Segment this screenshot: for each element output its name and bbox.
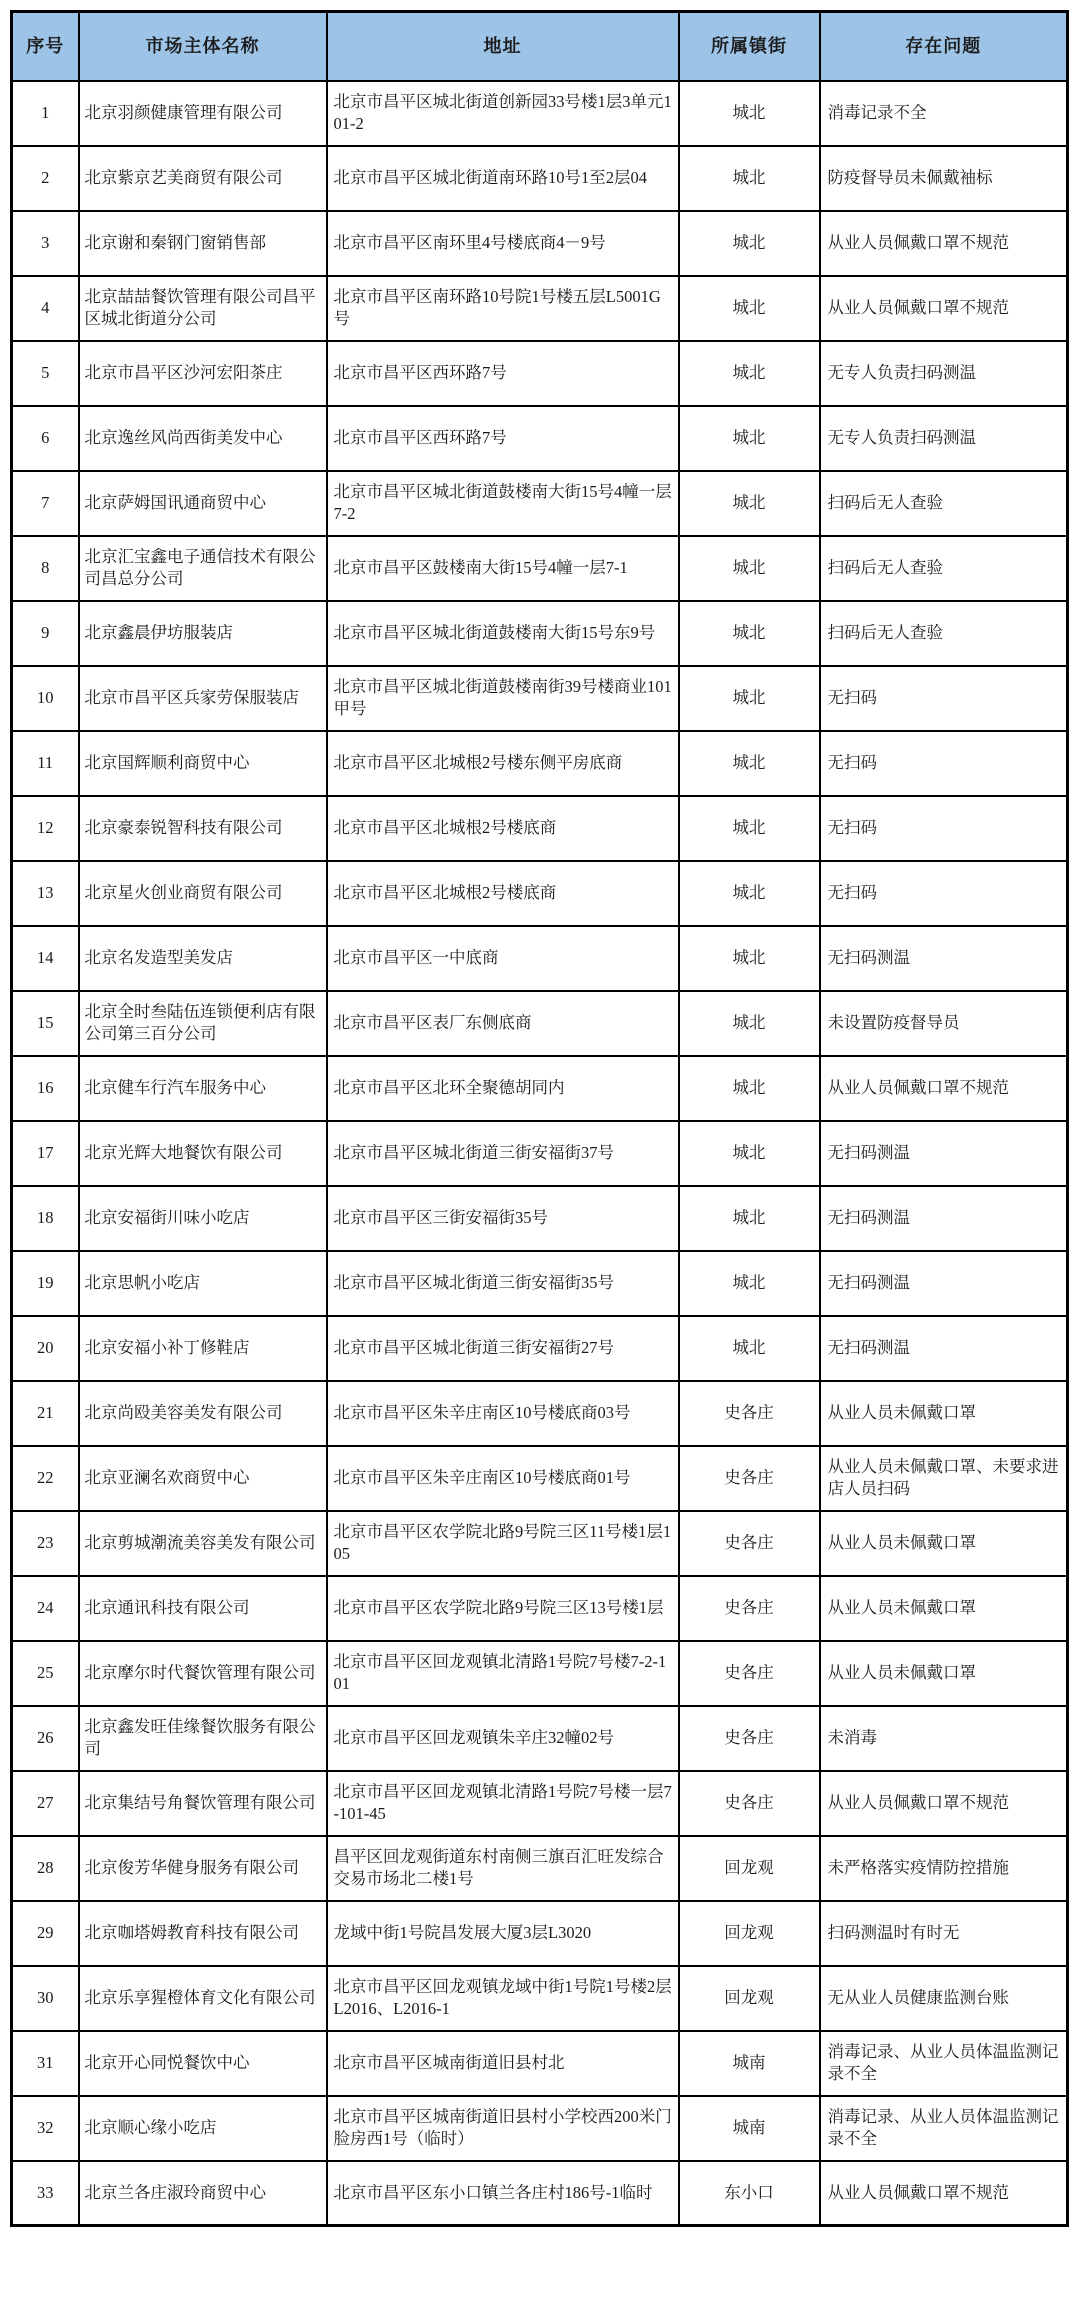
row-index-cell: 3 [12, 211, 79, 276]
issue-cell: 从业人员未佩戴口罩 [820, 1381, 1068, 1446]
address-cell: 北京市昌平区城南街道旧县村北 [327, 2031, 679, 2096]
table-row [12, 2096, 1068, 2161]
issue-cell: 未严格落实疫情防控措施 [820, 1836, 1068, 1901]
row-index-cell: 15 [12, 991, 79, 1056]
entity-name-cell: 北京兰各庄淑玲商贸中心 [79, 2161, 327, 2226]
town-cell: 城北 [679, 276, 820, 341]
issue-cell: 从业人员佩戴口罩不规范 [820, 1056, 1068, 1121]
header-row [12, 12, 1068, 81]
column-header-issue: 存在问题 [820, 12, 1068, 81]
issue-cell: 扫码后无人查验 [820, 471, 1068, 536]
entity-name-cell: 北京乐享猩橙体育文化有限公司 [79, 1966, 327, 2031]
issue-cell: 扫码测温时有时无 [820, 1901, 1068, 1966]
table-row [12, 341, 1068, 406]
row-index-cell: 10 [12, 666, 79, 731]
issue-cell: 无扫码 [820, 861, 1068, 926]
issue-cell: 消毒记录、从业人员体温监测记录不全 [820, 2096, 1068, 2161]
entity-name-cell: 北京喆喆餐饮管理有限公司昌平区城北街道分公司 [79, 276, 327, 341]
town-cell: 城北 [679, 731, 820, 796]
issue-cell: 消毒记录、从业人员体温监测记录不全 [820, 2031, 1068, 2096]
address-cell: 北京市昌平区南环路10号院1号楼五层L5001G号 [327, 276, 679, 341]
row-index-cell: 32 [12, 2096, 79, 2161]
row-index-cell: 23 [12, 1511, 79, 1576]
town-cell: 东小口 [679, 2161, 820, 2226]
entity-name-cell: 北京摩尔时代餐饮管理有限公司 [79, 1641, 327, 1706]
row-index-cell: 25 [12, 1641, 79, 1706]
table-row [12, 146, 1068, 211]
row-index-cell: 11 [12, 731, 79, 796]
issue-cell: 无扫码测温 [820, 1121, 1068, 1186]
issue-cell: 从业人员佩戴口罩不规范 [820, 1771, 1068, 1836]
town-cell: 城北 [679, 1316, 820, 1381]
issue-cell: 无扫码 [820, 731, 1068, 796]
entity-name-cell: 北京思帆小吃店 [79, 1251, 327, 1316]
row-index-cell: 17 [12, 1121, 79, 1186]
address-cell: 北京市昌平区西环路7号 [327, 406, 679, 471]
table-row [12, 666, 1068, 731]
entity-name-cell: 北京亚澜名欢商贸中心 [79, 1446, 327, 1511]
entity-name-cell: 北京紫京艺美商贸有限公司 [79, 146, 327, 211]
entity-name-cell: 北京全时叁陆伍连锁便利店有限公司第三百分公司 [79, 991, 327, 1056]
entity-name-cell: 北京光辉大地餐饮有限公司 [79, 1121, 327, 1186]
address-cell: 昌平区回龙观街道东村南侧三旗百汇旺发综合交易市场北二楼1号 [327, 1836, 679, 1901]
entity-name-cell: 北京星火创业商贸有限公司 [79, 861, 327, 926]
town-cell: 回龙观 [679, 1836, 820, 1901]
town-cell: 城北 [679, 81, 820, 146]
issue-cell: 从业人员佩戴口罩不规范 [820, 276, 1068, 341]
town-cell: 史各庄 [679, 1576, 820, 1641]
town-cell: 史各庄 [679, 1381, 820, 1446]
row-index-cell: 26 [12, 1706, 79, 1771]
row-index-cell: 4 [12, 276, 79, 341]
row-index-cell: 6 [12, 406, 79, 471]
table-row [12, 926, 1068, 991]
entity-name-cell: 北京剪城潮流美容美发有限公司 [79, 1511, 327, 1576]
issue-cell: 消毒记录不全 [820, 81, 1068, 146]
row-index-cell: 19 [12, 1251, 79, 1316]
town-cell: 城北 [679, 861, 820, 926]
town-cell: 史各庄 [679, 1446, 820, 1511]
row-index-cell: 29 [12, 1901, 79, 1966]
address-cell: 北京市昌平区东小口镇兰各庄村186号-1临时 [327, 2161, 679, 2226]
town-cell: 史各庄 [679, 1641, 820, 1706]
issue-cell: 无扫码 [820, 666, 1068, 731]
table-row [12, 1641, 1068, 1706]
row-index-cell: 14 [12, 926, 79, 991]
town-cell: 城北 [679, 1121, 820, 1186]
issue-cell: 从业人员佩戴口罩不规范 [820, 211, 1068, 276]
entity-name-cell: 北京集结号角餐饮管理有限公司 [79, 1771, 327, 1836]
entity-name-cell: 北京顺心缘小吃店 [79, 2096, 327, 2161]
entity-name-cell: 北京市昌平区兵家劳保服装店 [79, 666, 327, 731]
entity-name-cell: 北京通讯科技有限公司 [79, 1576, 327, 1641]
entity-name-cell: 北京安福街川味小吃店 [79, 1186, 327, 1251]
entity-name-cell: 北京国辉顺利商贸中心 [79, 731, 327, 796]
town-cell: 城南 [679, 2096, 820, 2161]
issue-cell: 未消毒 [820, 1706, 1068, 1771]
address-cell: 北京市昌平区城北街道鼓楼南大街15号4幢一层7-2 [327, 471, 679, 536]
issue-cell: 扫码后无人查验 [820, 601, 1068, 666]
row-index-cell: 18 [12, 1186, 79, 1251]
row-index-cell: 13 [12, 861, 79, 926]
table-row [12, 2161, 1068, 2226]
row-index-cell: 28 [12, 1836, 79, 1901]
row-index-cell: 12 [12, 796, 79, 861]
entity-name-cell: 北京谢和秦钢门窗销售部 [79, 211, 327, 276]
entity-name-cell: 北京名发造型美发店 [79, 926, 327, 991]
issue-cell: 无从业人员健康监测台账 [820, 1966, 1068, 2031]
town-cell: 城北 [679, 666, 820, 731]
town-cell: 城北 [679, 146, 820, 211]
row-index-cell: 7 [12, 471, 79, 536]
town-cell: 城南 [679, 2031, 820, 2096]
address-cell: 北京市昌平区城北街道创新园33号楼1层3单元101-2 [327, 81, 679, 146]
entity-name-cell: 北京开心同悦餐饮中心 [79, 2031, 327, 2096]
entity-name-cell: 北京尚殴美容美发有限公司 [79, 1381, 327, 1446]
table-row [12, 1186, 1068, 1251]
address-cell: 北京市昌平区鼓楼南大街15号4幢一层7-1 [327, 536, 679, 601]
town-cell: 城北 [679, 406, 820, 471]
table-row [12, 1316, 1068, 1381]
table-row [12, 471, 1068, 536]
table-row [12, 1966, 1068, 2031]
issue-cell: 无专人负责扫码测温 [820, 341, 1068, 406]
entity-name-cell: 北京俊芳华健身服务有限公司 [79, 1836, 327, 1901]
town-cell: 史各庄 [679, 1511, 820, 1576]
row-index-cell: 5 [12, 341, 79, 406]
row-index-cell: 8 [12, 536, 79, 601]
issue-cell: 防疫督导员未佩戴袖标 [820, 146, 1068, 211]
table-row [12, 406, 1068, 471]
town-cell: 城北 [679, 991, 820, 1056]
table-row [12, 211, 1068, 276]
row-index-cell: 31 [12, 2031, 79, 2096]
column-header-index: 序号 [12, 12, 79, 81]
address-cell: 北京市昌平区朱辛庄南区10号楼底商03号 [327, 1381, 679, 1446]
entity-name-cell: 北京汇宝鑫电子通信技术有限公司昌总分公司 [79, 536, 327, 601]
table-header [12, 12, 1068, 81]
address-cell: 北京市昌平区农学院北路9号院三区11号楼1层105 [327, 1511, 679, 1576]
row-index-cell: 20 [12, 1316, 79, 1381]
table-row [12, 1836, 1068, 1901]
table-row [12, 81, 1068, 146]
issue-cell: 无扫码测温 [820, 926, 1068, 991]
address-cell: 北京市昌平区北城根2号楼东侧平房底商 [327, 731, 679, 796]
row-index-cell: 30 [12, 1966, 79, 2031]
row-index-cell: 16 [12, 1056, 79, 1121]
table-row [12, 2031, 1068, 2096]
column-header-town: 所属镇街 [679, 12, 820, 81]
town-cell: 城北 [679, 536, 820, 601]
entity-name-cell: 北京鑫发旺佳缘餐饮服务有限公司 [79, 1706, 327, 1771]
town-cell: 城北 [679, 1056, 820, 1121]
issue-cell: 从业人员未佩戴口罩 [820, 1511, 1068, 1576]
address-cell: 北京市昌平区一中底商 [327, 926, 679, 991]
table-row [12, 601, 1068, 666]
row-index-cell: 9 [12, 601, 79, 666]
row-index-cell: 27 [12, 1771, 79, 1836]
row-index-cell: 24 [12, 1576, 79, 1641]
row-index-cell: 22 [12, 1446, 79, 1511]
table-row [12, 536, 1068, 601]
issue-cell: 无扫码 [820, 796, 1068, 861]
address-cell: 北京市昌平区城北街道鼓楼南街39号楼商业101甲号 [327, 666, 679, 731]
table-body [12, 81, 1068, 2226]
issue-cell: 无专人负责扫码测温 [820, 406, 1068, 471]
row-index-cell: 33 [12, 2161, 79, 2226]
town-cell: 城北 [679, 471, 820, 536]
issue-cell: 未设置防疫督导员 [820, 991, 1068, 1056]
town-cell: 史各庄 [679, 1706, 820, 1771]
town-cell: 城北 [679, 1251, 820, 1316]
issue-cell: 从业人员未佩戴口罩 [820, 1641, 1068, 1706]
town-cell: 城北 [679, 1186, 820, 1251]
table-row [12, 1446, 1068, 1511]
table-row [12, 1056, 1068, 1121]
issue-cell: 无扫码测温 [820, 1316, 1068, 1381]
table-row [12, 1251, 1068, 1316]
town-cell: 史各庄 [679, 1771, 820, 1836]
address-cell: 北京市昌平区西环路7号 [327, 341, 679, 406]
inspection-table [10, 10, 1069, 2227]
address-cell: 北京市昌平区城北街道南环路10号1至2层04 [327, 146, 679, 211]
address-cell: 龙域中街1号院昌发展大厦3层L3020 [327, 1901, 679, 1966]
town-cell: 城北 [679, 796, 820, 861]
table-row [12, 276, 1068, 341]
table-row [12, 1901, 1068, 1966]
town-cell: 城北 [679, 341, 820, 406]
address-cell: 北京市昌平区城北街道三街安福街35号 [327, 1251, 679, 1316]
issue-cell: 无扫码测温 [820, 1251, 1068, 1316]
issue-cell: 扫码后无人查验 [820, 536, 1068, 601]
town-cell: 回龙观 [679, 1966, 820, 2031]
address-cell: 北京市昌平区回龙观镇北清路1号院7号楼一层7-101-45 [327, 1771, 679, 1836]
address-cell: 北京市昌平区农学院北路9号院三区13号楼1层 [327, 1576, 679, 1641]
entity-name-cell: 北京市昌平区沙河宏阳茶庄 [79, 341, 327, 406]
address-cell: 北京市昌平区朱辛庄南区10号楼底商01号 [327, 1446, 679, 1511]
entity-name-cell: 北京萨姆国讯通商贸中心 [79, 471, 327, 536]
table-row [12, 1381, 1068, 1446]
entity-name-cell: 北京鑫晨伊坊服装店 [79, 601, 327, 666]
table-row [12, 1121, 1068, 1186]
address-cell: 北京市昌平区北环全聚德胡同内 [327, 1056, 679, 1121]
address-cell: 北京市昌平区三街安福街35号 [327, 1186, 679, 1251]
address-cell: 北京市昌平区城北街道三街安福街27号 [327, 1316, 679, 1381]
entity-name-cell: 北京安福小补丁修鞋店 [79, 1316, 327, 1381]
entity-name-cell: 北京豪泰锐智科技有限公司 [79, 796, 327, 861]
table-row [12, 796, 1068, 861]
table-row [12, 861, 1068, 926]
town-cell: 城北 [679, 926, 820, 991]
row-index-cell: 1 [12, 81, 79, 146]
issue-cell: 从业人员佩戴口罩不规范 [820, 2161, 1068, 2226]
address-cell: 北京市昌平区南环里4号楼底商4－9号 [327, 211, 679, 276]
row-index-cell: 21 [12, 1381, 79, 1446]
issue-cell: 从业人员未佩戴口罩 [820, 1576, 1068, 1641]
entity-name-cell: 北京逸丝风尚西街美发中心 [79, 406, 327, 471]
table-row [12, 1706, 1068, 1771]
entity-name-cell: 北京健车行汽车服务中心 [79, 1056, 327, 1121]
row-index-cell: 2 [12, 146, 79, 211]
column-header-address: 地址 [327, 12, 679, 81]
address-cell: 北京市昌平区回龙观镇龙域中街1号院1号楼2层L2016、L2016-1 [327, 1966, 679, 2031]
issue-cell: 无扫码测温 [820, 1186, 1068, 1251]
table-row [12, 1511, 1068, 1576]
address-cell: 北京市昌平区回龙观镇朱辛庄32幢02号 [327, 1706, 679, 1771]
town-cell: 城北 [679, 601, 820, 666]
column-header-name: 市场主体名称 [79, 12, 327, 81]
town-cell: 回龙观 [679, 1901, 820, 1966]
address-cell: 北京市昌平区北城根2号楼底商 [327, 796, 679, 861]
address-cell: 北京市昌平区城北街道三街安福街37号 [327, 1121, 679, 1186]
address-cell: 北京市昌平区城南街道旧县村小学校西200米门脸房西1号（临时） [327, 2096, 679, 2161]
table-row [12, 991, 1068, 1056]
entity-name-cell: 北京羽颜健康管理有限公司 [79, 81, 327, 146]
address-cell: 北京市昌平区表厂东侧底商 [327, 991, 679, 1056]
address-cell: 北京市昌平区北城根2号楼底商 [327, 861, 679, 926]
entity-name-cell: 北京咖塔姆教育科技有限公司 [79, 1901, 327, 1966]
address-cell: 北京市昌平区回龙观镇北清路1号院7号楼7-2-101 [327, 1641, 679, 1706]
town-cell: 城北 [679, 211, 820, 276]
address-cell: 北京市昌平区城北街道鼓楼南大街15号东9号 [327, 601, 679, 666]
table-row [12, 731, 1068, 796]
table-row [12, 1576, 1068, 1641]
issue-cell: 从业人员未佩戴口罩、未要求进店人员扫码 [820, 1446, 1068, 1511]
table-row [12, 1771, 1068, 1836]
